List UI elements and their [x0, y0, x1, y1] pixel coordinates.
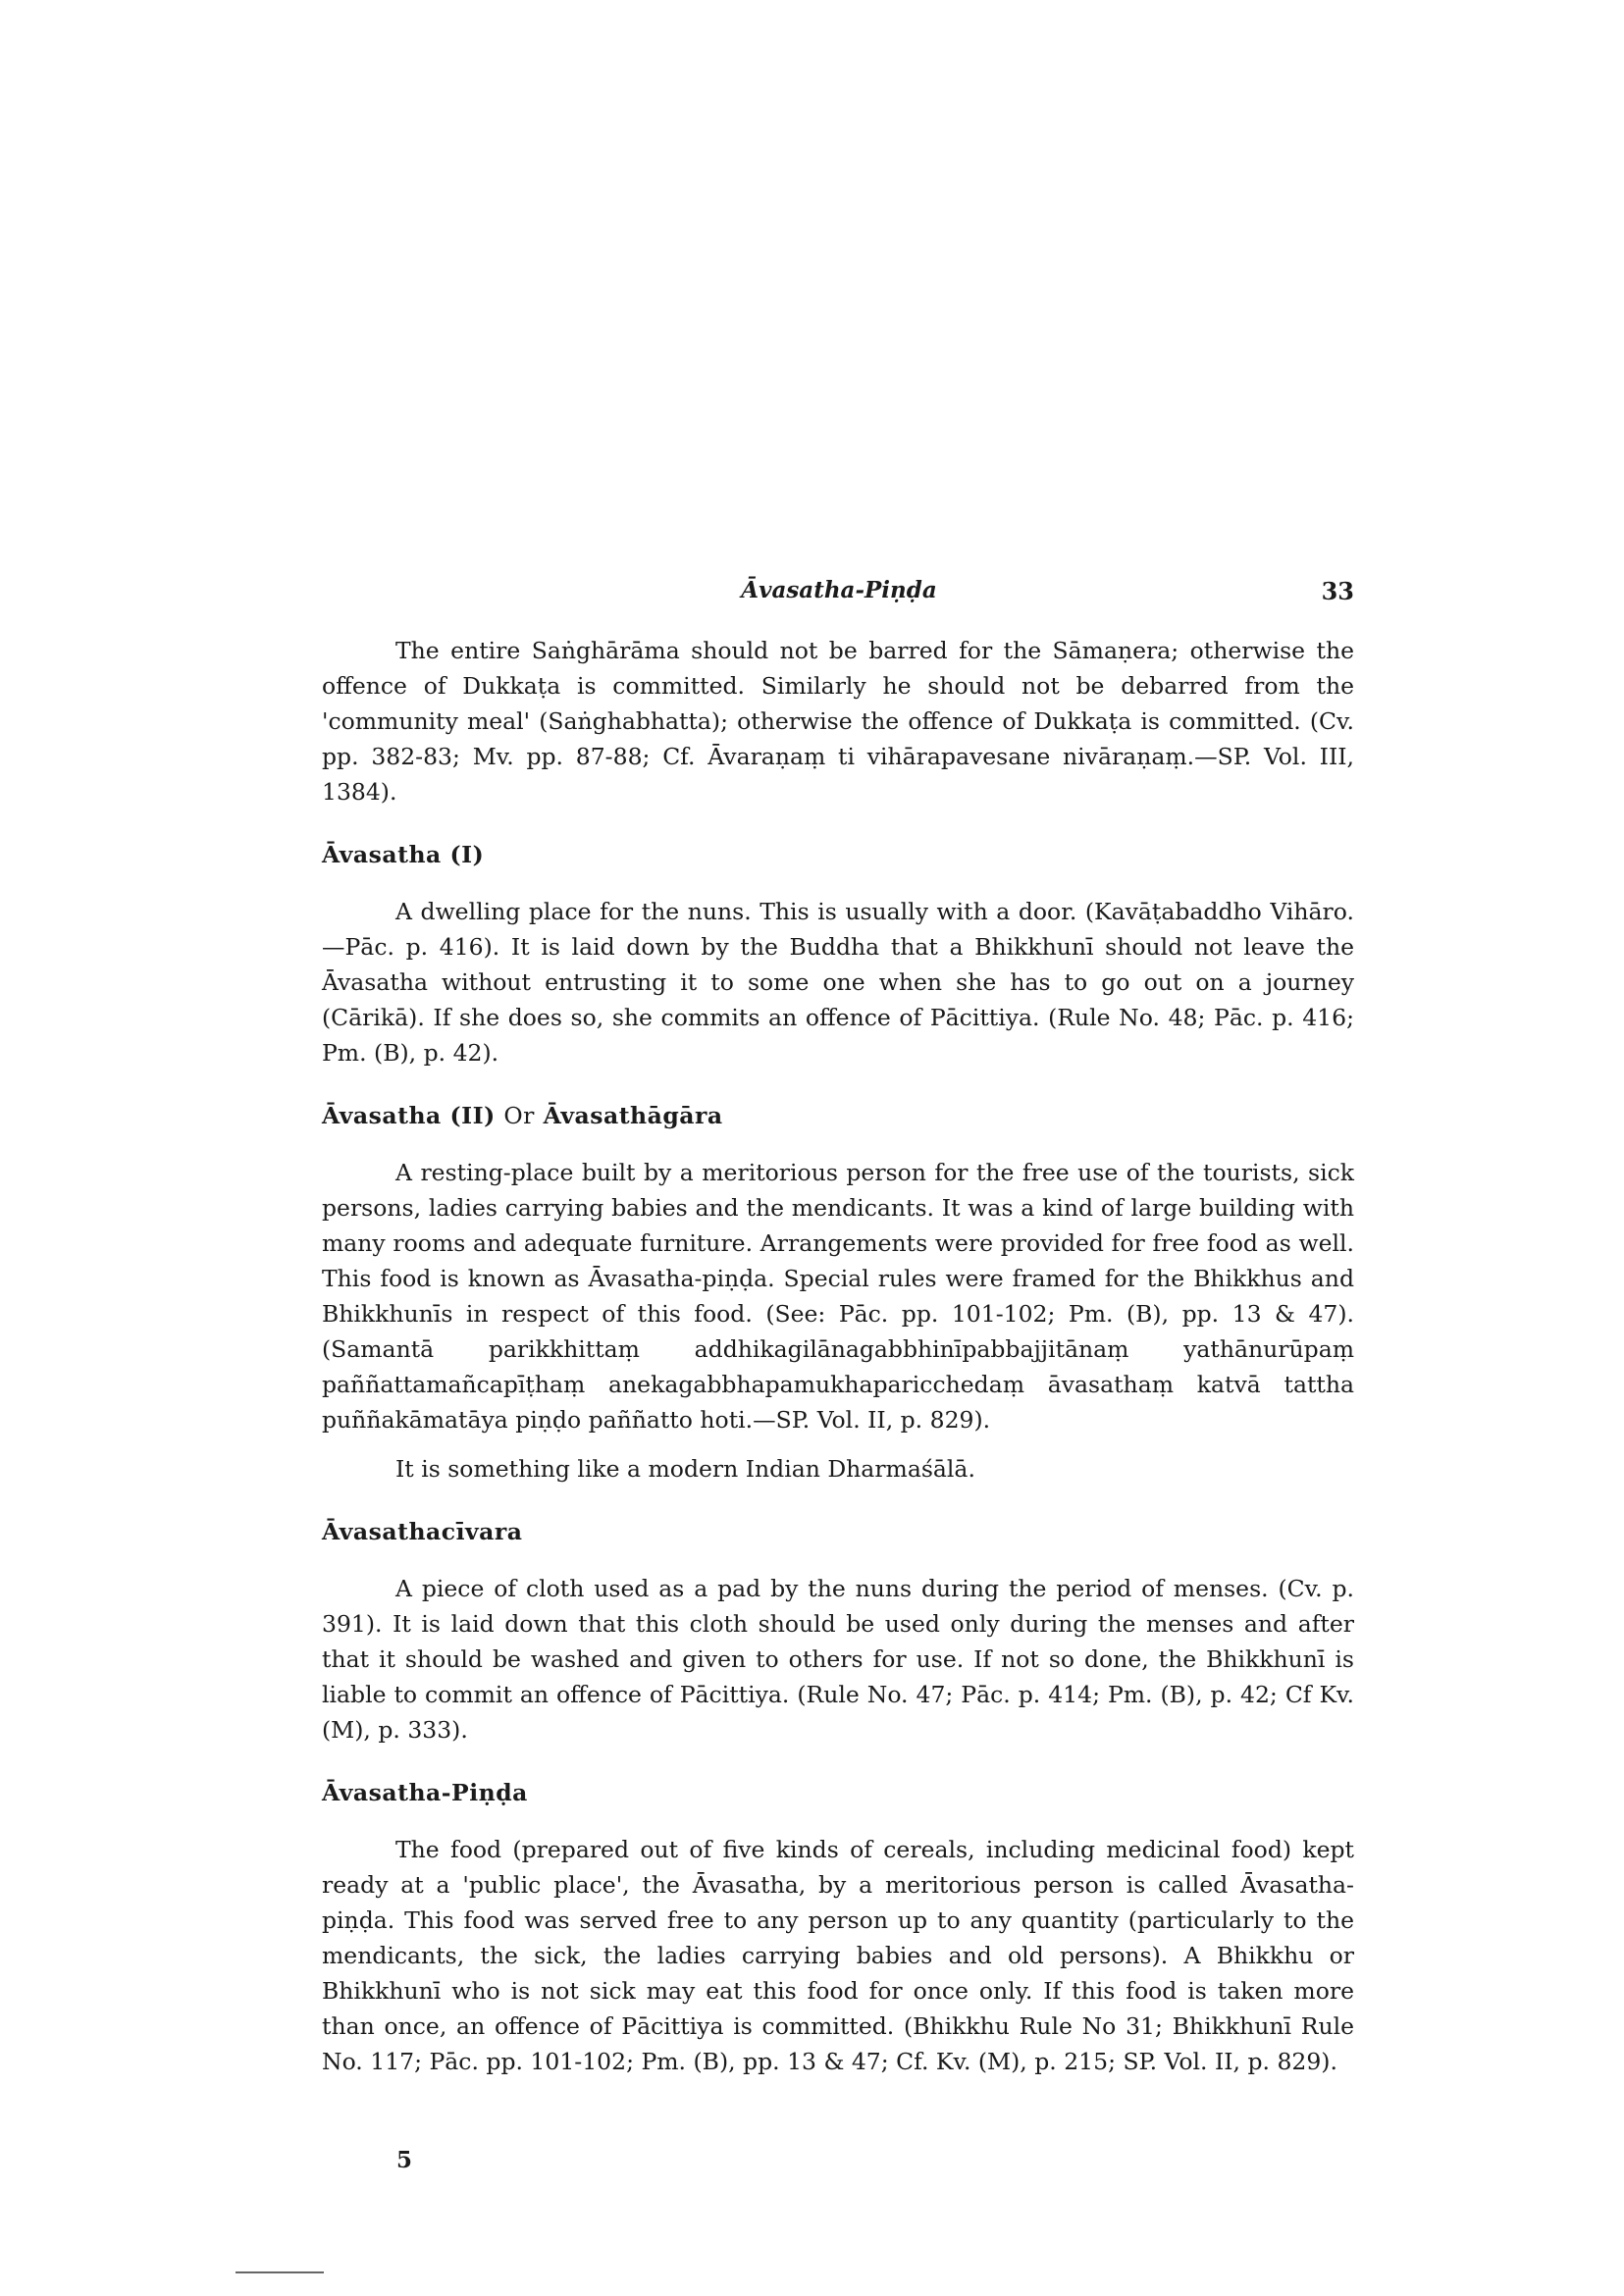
page-body: [322, 633, 1354, 2107]
entry-paragraph: A resting-place built by a meritorious person for the free use of the tourists, sick persons, ladies carrying babies and the mendicants. It was a kind of large building with many rooms and adequate furniture. Arrangements were provided for free food as well. This food is known as Āvasatha-piṇḍa. Special rules were framed for the Bhikkhus and Bhikkhunīs in respect of this food. (See: Pāc. pp. 101-102; Pm. (B), pp. 13 & 47). (Samantā parikkhittaṃ addhikagilānagabbhinīpabbajjitānaṃ yathānurūpaṃ paññattamañcapīṭhaṃ anekagabbhapamukhaparicchedaṃ āvasathaṃ katvā tattha puññakāmatāya piṇḍo paññatto hoti.—SP. Vol. II, p. 829).: [322, 1159, 1354, 1434]
bottom-rule: [236, 2271, 324, 2273]
entry-heading-alt: Āvasathāgāra: [543, 1102, 723, 1129]
signature-mark: 5: [396, 2147, 413, 2173]
entry-paragraph: It is something like a modern Indian Dharmaśālā.: [395, 1455, 975, 1483]
entry-heading: Āvasatha-Piṇḍa: [322, 1779, 528, 1806]
intro-paragraph: The entire Saṅghārāma should not be barred for the Sāmaṇera; otherwise the offence of Dukkaṭa is committed. Similarly he should not be debarred from the 'community meal' (Saṅghabhatta); otherwise the offence of Dukkaṭa is committed. (Cv. pp. 382-83; Mv. pp. 87-88; Cf. Āvaraṇaṃ ti vihārapavesane nivāraṇaṃ.—SP. Vol. III, 1384).: [322, 637, 1354, 806]
running-title: Āvasatha-Piṇḍa: [741, 577, 937, 603]
entry-heading: Āvasatha (I): [322, 841, 485, 868]
entry-heading: [322, 1098, 1354, 1133]
entry-paragraph: A dwelling place for the nuns. This is usually with a door. (Kavāṭabaddho Vihāro.—Pāc. p. 416). It is laid down by the Buddha that a Bhikkhunī should not leave the Āvasatha without entrusting it to some one when she has to go out on a journey (Cārikā). If she does so, she commits an offence of Pācittiya. (Rule No. 48; Pāc. p. 416; Pm. (B), p. 42).: [322, 898, 1354, 1067]
entry-paragraph: A piece of cloth used as a pad by the nuns during the period of menses. (Cv. p. 391). It is laid down that this cloth should be used only during the menses and after that it should be washed and given to others for use. If not so done, the Bhikkhunī is liable to commit an offence of Pācittiya. (Rule No. 47; Pāc. p. 414; Pm. (B), p. 42; Cf Kv. (M), p. 333).: [322, 1575, 1354, 1744]
entry-paragraph: The food (prepared out of five kinds of cereals, including medicinal food) kept ready at a 'public place', the Āvasatha, by a meritorious person is called Āvasatha-piṇḍa. This food was served free to any person up to any quantity (particularly to the mendicants, the sick, the ladies carrying babies and old persons). A Bhikkhu or Bhikkhunī who is not sick may eat this food for once only. If this food is taken more than once, an offence of Pācittiya is committed. (Bhikkhu Rule No 31; Bhikkhunī Rule No. 117; Pāc. pp. 101-102; Pm. (B), pp. 13 & 47; Cf. Kv. (M), p. 215; SP. Vol. II, p. 829).: [322, 1836, 1354, 2075]
page-header: [324, 577, 1354, 616]
entry-heading-or: Or: [503, 1102, 535, 1129]
page-number: 33: [1321, 577, 1354, 605]
entry-heading: Āvasathacīvara: [322, 1518, 523, 1545]
entry-heading-main: Āvasatha (II): [322, 1102, 496, 1129]
